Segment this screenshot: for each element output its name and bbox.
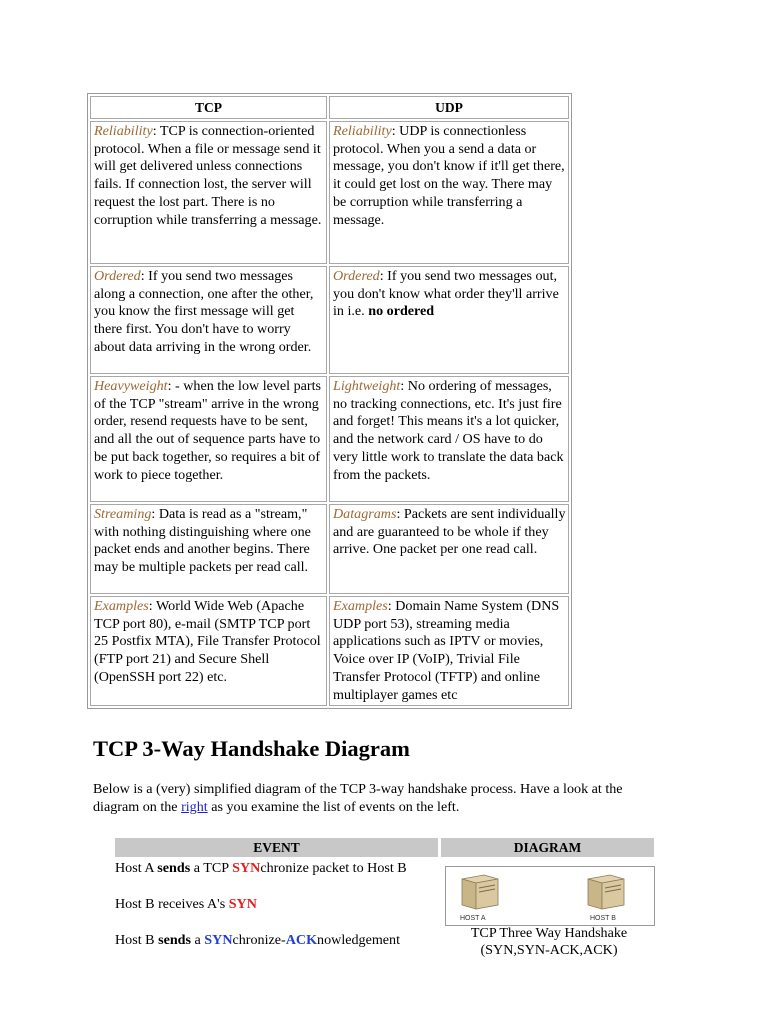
- event-text: Host B receives A's: [115, 896, 229, 912]
- table-row: [90, 504, 569, 594]
- cell-text: : UDP is connectionless protocol. When you a send a data or message, you don't know if it'll get there, it could get lost on the way. There may be corruption while transferring a message.: [333, 123, 565, 228]
- intro-text: Below is a (very) simplified diagram of the TCP 3-way handshake process. Have a look at the diagram on the: [93, 781, 623, 815]
- event-text: Host B: [115, 932, 159, 948]
- term: Reliability: [94, 123, 153, 139]
- tcp-cell: [90, 504, 327, 594]
- term: Ordered: [94, 268, 141, 284]
- cell-text: : Packets are sent individually and are guaranteed to be whole if they arrive. One packet per one read call.: [333, 506, 566, 558]
- table-row: [90, 596, 569, 706]
- syn-keyword: SYN: [228, 896, 257, 912]
- term: Heavyweight: [94, 378, 168, 394]
- tcp-cell: [90, 596, 327, 706]
- ack-keyword: ACK: [285, 932, 318, 948]
- term: Streaming: [94, 506, 152, 522]
- term: Ordered: [333, 268, 380, 284]
- header-udp: UDP: [329, 96, 569, 119]
- cell-text: : World Wide Web (Apache TCP port 80), e-mail (SMTP TCP port 25 Postfix MTA), File Transfer Protocol (FTP port 21) and Secure Shell (OpenSSH port 22) etc.: [94, 598, 321, 685]
- handshake-diagram: [445, 866, 655, 926]
- udp-cell: [329, 266, 569, 374]
- event-row-2: [115, 895, 257, 913]
- tcp-cell: [90, 376, 327, 502]
- cell-text: : No ordering of messages, no tracking connections, etc. It's just fire and forget! This means it's a lot quicker, and the network card / OS have to do very little work to translate the data back from the packets.: [333, 378, 564, 483]
- event-text: chronize packet to Host B: [260, 860, 407, 876]
- host-b-computer-icon: [588, 875, 624, 909]
- event-row-3: [115, 931, 400, 949]
- header-tcp: TCP: [90, 96, 327, 119]
- term: Lightweight: [333, 378, 401, 394]
- diagram-caption: [446, 925, 652, 959]
- cell-text: : TCP is connection-oriented protocol. When a file or message send it will get delivered unless connections fails. If connection lost, the server will request the lost part. There is no corruption while transferring a message.: [94, 123, 322, 228]
- term: Examples: [333, 598, 388, 614]
- event-text: Host A: [115, 860, 158, 876]
- tcp-udp-comparison-table: [87, 93, 572, 709]
- term: Reliability: [333, 123, 392, 139]
- tcp-cell: [90, 266, 327, 374]
- term: Datagrams: [333, 506, 397, 522]
- event-column-header: EVENT: [115, 838, 438, 857]
- event-text: chronize-: [232, 932, 286, 948]
- event-text: nowledgement: [317, 932, 401, 948]
- event-verb: sends: [157, 860, 191, 876]
- caption-line-1: TCP Three Way Handshake: [470, 925, 628, 941]
- syn-keyword: SYN: [232, 860, 261, 876]
- udp-cell: [329, 376, 569, 502]
- caption-line-2: (SYN,SYN-ACK,ACK): [480, 942, 618, 958]
- intro-paragraph: [93, 780, 668, 816]
- cell-text: : If you send two messages along a connection, one after the other, you know the first message will get there first. You don't have to worry about data arriving in the wrong order.: [94, 268, 314, 355]
- table-row: [90, 266, 569, 374]
- event-text: a: [190, 932, 205, 948]
- diagram-column-header: DIAGRAM: [441, 838, 654, 857]
- section-heading: TCP 3-Way Handshake Diagram: [93, 736, 410, 761]
- event-text: a TCP: [190, 860, 233, 876]
- udp-cell: [329, 596, 569, 706]
- host-a-label: HOST A: [460, 915, 486, 922]
- handshake-diagram-image: [446, 867, 654, 925]
- term: Examples: [94, 598, 149, 614]
- host-a-computer-icon: [462, 875, 498, 909]
- event-verb: sends: [158, 932, 191, 948]
- event-row-1: [115, 859, 407, 877]
- table-row: [90, 121, 569, 264]
- cell-text: : Data is read as a "stream," with nothing distinguishing where one packet ends and another begins. There may be multiple packets per read call.: [94, 506, 311, 576]
- udp-cell: [329, 121, 569, 264]
- host-b-label: HOST B: [590, 915, 616, 922]
- cell-bold-text: no ordered: [368, 303, 435, 320]
- cell-text: : If you send two messages out, you don't know what order they'll arrive in i.e.: [333, 268, 559, 320]
- syn-keyword: SYN: [204, 932, 233, 948]
- cell-text: : - when the low level parts of the TCP "stream" arrive in the wrong order, resend requests have to be sent, and all the out of sequence parts have to be put back together, so requires a bit of work to piece together.: [94, 378, 321, 483]
- table-row: [90, 376, 569, 502]
- cell-text: : Domain Name System (DNS UDP port 53), streaming media applications such as IPTV or movies, Voice over IP (VoIP), Trivial File Transfer Protocol (TFTP) and online multiplayer games etc: [333, 598, 560, 703]
- right-link[interactable]: right: [181, 799, 208, 815]
- intro-text-end: as you examine the list of events on the left.: [207, 799, 460, 815]
- tcp-cell: [90, 121, 327, 264]
- udp-cell: [329, 504, 569, 594]
